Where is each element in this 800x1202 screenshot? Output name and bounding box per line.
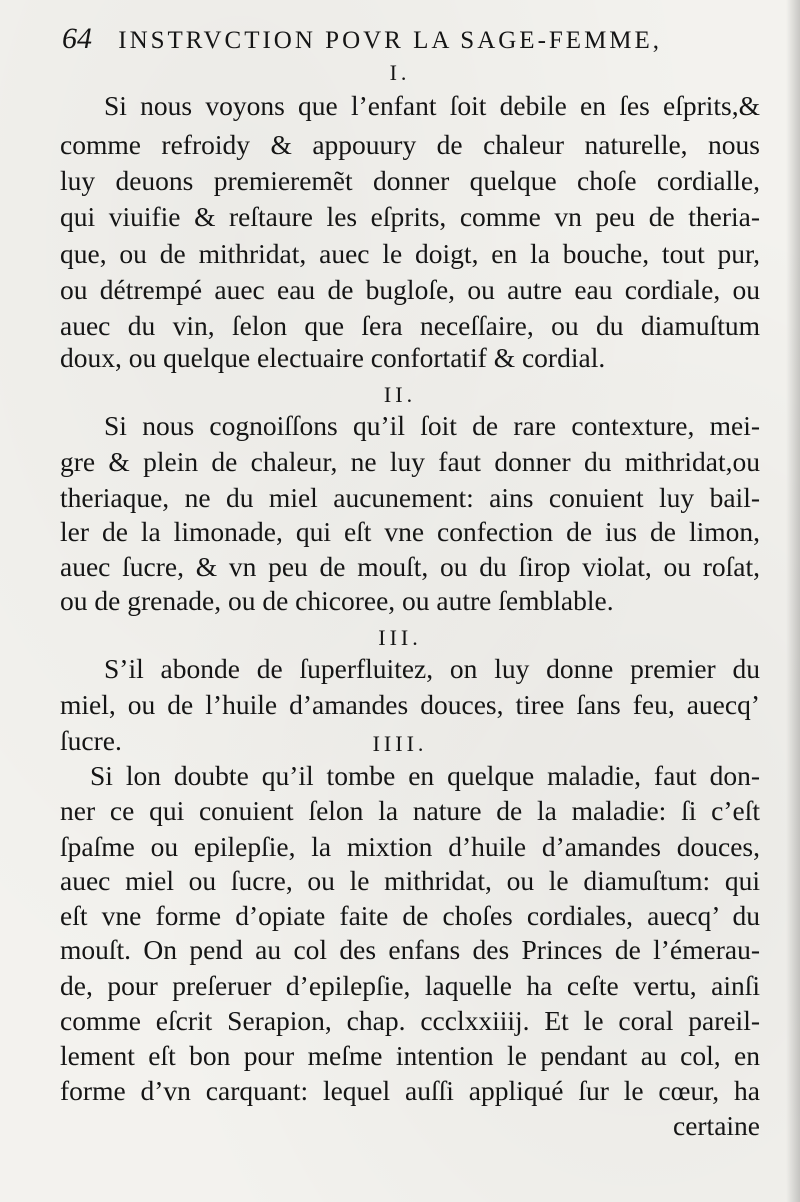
page-gutter-shadow [786,0,800,1202]
text-line: auec du vin, ſelon que ſera neceſſaire, ou du diamuſtum [60,310,760,341]
text-line: auec miel ou ſucre, ou le mithridat, ou le diamuſtum: qui [60,865,760,896]
running-title: INSTRVCTION POVR LA SAGE-FEMME, [118,27,663,54]
section-numeral-2: II. [383,382,417,407]
text-line: Si lon doubte qu’il tombe en quelque maladie, faut don- [90,760,760,791]
text-line: ſucre. [60,725,122,756]
text-line: ner ce qui conuient ſelon la nature de la maladie: ſi c’eſt [60,795,760,826]
text-line: S’il abonde de ſuperfluitez, on luy donne premier du [104,653,760,684]
text-line: mouſt. On pend au col des enfans des Princes de l’émerau- [60,934,760,965]
text-line: luy deuons premieremẽt donner quelque choſe cordialle, [60,165,760,196]
text-line: doux, ou quelque electuaire confortatif & cordial. [60,342,606,373]
text-line: ou de grenade, ou de chicoree, ou autre ſemblable. [60,585,614,616]
text-line: gre & plein de chaleur, ne luy faut donner du mithridat,ou [60,446,760,477]
section-numeral-1: I. [389,60,411,85]
text-line: Si nous voyons que l’enfant ſoit debile en ſes eſprits,& [104,90,760,121]
text-line: auec ſucre, & vn peu de mouſt, ou du ſirop violat, ou roſat, [60,551,760,582]
text-line: ſpaſme ou epilepſie, la mixtion d’huile d’amandes douces, [60,831,760,862]
text-line: Si nous cognoiſſons qu’il ſoit de rare contexture, mei- [104,410,760,441]
section-numeral-4: IIII. [372,731,428,756]
page-number: 64 [62,22,92,55]
running-header [62,22,762,62]
catchword: certaine [672,1110,760,1141]
text-line: forme d’vn carquant: lequel auſſi appliqué ſur le cœur, ha [60,1075,760,1106]
text-line: lement eſt bon pour meſme intention le pendant au col, en [60,1040,760,1071]
text-line: de, pour preſeruer d’epilepſie, laquelle ha ceſte vertu, ainſi [60,970,760,1001]
text-line: que, ou de mithridat, auec le doigt, en la bouche, tout pur, [60,238,760,269]
text-line: eſt vne forme d’opiate faite de choſes cordiales, auecq’ du [60,900,760,931]
text-line: comme refroidy & appouury de chaleur naturelle, nous [60,129,760,160]
section-numeral-3: III. [378,625,422,650]
text-line: miel, ou de l’huile d’amandes douces, tiree ſans feu, auecq’ [60,689,760,720]
text-line: ou détrempé auec eau de bugloſe, ou autre eau cordiale, ou [60,274,760,305]
text-line: theriaque, ne du miel aucunement: ains conuient luy bail- [60,482,760,513]
text-line: comme eſcrit Serapion, chap. ccclxxiiij. Et le coral pareil- [60,1005,760,1036]
text-line: qui viuifie & reſtaure les eſprits, comme vn peu de theria- [60,201,760,232]
text-line: ler de la limonade, qui eſt vne confection de ius de limon, [60,516,760,547]
